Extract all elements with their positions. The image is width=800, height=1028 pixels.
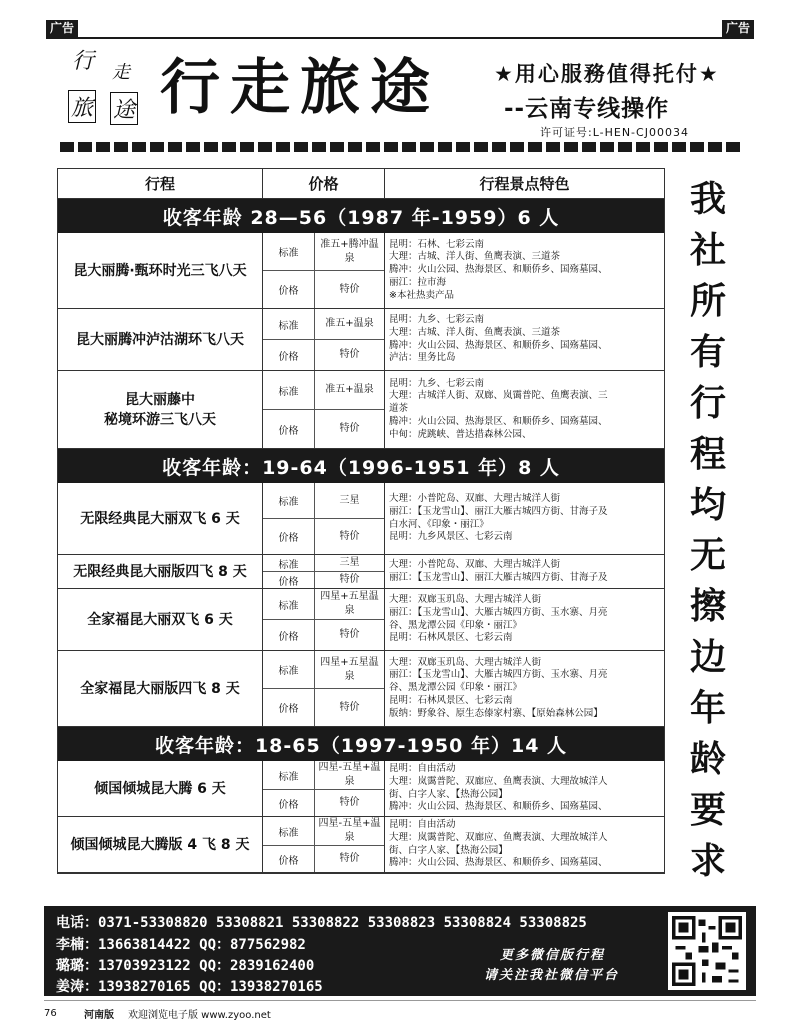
contact-person: 璐璐：13703923122 QQ：2839162400	[56, 958, 315, 974]
price-value: 特价	[339, 629, 360, 640]
feature-line: 丽江：【玉龙雪山】、大雁古城四方街、玉水寨、月亮	[389, 669, 608, 681]
price-value: 四星+五星温泉	[320, 591, 379, 616]
table-header	[58, 169, 664, 199]
price-value: 特价	[339, 797, 360, 808]
feature-line: 昆明：九乡风景区、七彩云南	[389, 531, 513, 543]
table-row[interactable]	[58, 371, 664, 449]
banner-char: 边	[689, 637, 726, 679]
route-features	[385, 555, 664, 588]
price-value: 三星	[339, 494, 360, 506]
route-name	[58, 589, 263, 650]
price-value: 特价	[339, 701, 360, 713]
table-row[interactable]	[58, 233, 664, 309]
price-label: 标准	[263, 555, 315, 571]
price-cell	[263, 555, 385, 588]
price-row	[263, 817, 384, 846]
route-name-line: 昆大丽腾·甄环时光三飞八天	[73, 262, 247, 279]
price-label: 标准	[263, 589, 315, 619]
feature-line: 大理：小普陀岛、双廊、大理古城洋人街	[389, 558, 561, 570]
feature-line: 腾冲：火山公园、热海景区、和顺侨乡、国殇墓园、	[389, 857, 608, 869]
route-name-line: 昆大丽腾冲泸沽湖环飞八天	[76, 331, 244, 348]
route-name	[58, 483, 263, 554]
contact-person: 姜涛：13938270165 QQ：13938270165	[56, 979, 323, 995]
price-value: 特价	[339, 853, 360, 864]
price-cell	[263, 651, 385, 726]
route-features	[385, 817, 664, 872]
feature-line: 昆明：自由活动	[389, 818, 456, 830]
price-cell	[263, 589, 385, 650]
price-row	[263, 790, 384, 816]
feature-line: 大理：双廊玉玑岛、大理古城洋人街	[389, 593, 542, 605]
price-row	[263, 410, 384, 448]
route-name	[58, 371, 263, 448]
banner-char: 我	[689, 179, 726, 220]
banner-char: 程	[689, 433, 726, 475]
table-row[interactable]	[58, 589, 664, 651]
price-value: 准五+腾冲温泉	[320, 238, 379, 264]
feature-line: 中甸：虎跳峡、普达措森林公园、	[389, 428, 532, 440]
feature-line: 昆明：石林风景区、七彩云南	[389, 632, 513, 644]
itinerary-table	[57, 168, 665, 874]
price-row	[263, 589, 384, 620]
feature-line: 街、白字人家、【热海公园】	[389, 844, 508, 856]
route-name-line: 昆大丽藤中	[125, 391, 195, 408]
feature-line: 大理：古城、洋人街、鱼鹰表演、三道茶	[389, 251, 561, 263]
price-label: 标准	[263, 309, 315, 339]
price-label: 价格	[263, 271, 315, 308]
price-label: 价格	[263, 410, 315, 448]
header-divider	[60, 142, 740, 152]
banner-char: 无	[689, 535, 726, 577]
page-number: 76	[44, 1008, 57, 1019]
price-cell	[263, 761, 385, 816]
price-value: 特价	[339, 423, 360, 434]
footer	[44, 1006, 756, 1021]
price-label: 标准	[263, 761, 315, 789]
feature-line: 大理：岚霭普陀、双廊应、鱼鹰表演、大理故城洋人	[389, 775, 608, 787]
banner-char: 行	[689, 382, 726, 424]
feature-line: 腾冲：火山公园、热海景区、和顺侨乡、国殇墓园、	[389, 339, 608, 351]
feature-line: 腾冲：火山公园、热海景区、和顺侨乡、国殇墓园、	[389, 801, 608, 813]
price-row	[263, 483, 384, 519]
feature-line: 丽江：拉市海	[389, 276, 447, 288]
subtitle: --云南专线操作	[504, 96, 670, 122]
feature-line: 昆明：九乡、七彩云南	[389, 377, 485, 389]
feature-line: 白水河、《印象・丽江》	[389, 518, 489, 530]
header-price: 价格	[263, 169, 385, 198]
footer-rule	[44, 1000, 756, 1001]
phone-line: 电话：0371-53308820 53308821 53308822 53308823 53308824 53308825	[56, 915, 587, 931]
route-name	[58, 651, 263, 726]
feature-line: 道茶	[389, 403, 409, 415]
feature-line: 昆明：石林风景区、七彩云南	[389, 694, 513, 706]
feature-line: 丽江：【玉龙雪山】、丽江大雁古城四方街、甘海子及	[389, 571, 608, 583]
wechat-promo: 更多微信版行程	[500, 948, 606, 963]
feature-line: 泸沽：里务比岛	[389, 352, 456, 364]
price-row	[263, 519, 384, 554]
feature-line: 丽江：【玉龙雪山】、大雁古城四方街、玉水寨、月亮	[389, 606, 608, 618]
contact-person: 李楠：13663814422 QQ：877562982	[56, 937, 306, 953]
price-label: 标准	[263, 651, 315, 688]
price-value: 特价	[339, 530, 360, 542]
price-label: 标准	[263, 817, 315, 845]
table-row[interactable]	[58, 483, 664, 555]
feature-line: 昆明：九乡、七彩云南	[389, 313, 485, 325]
banner-char: 有	[689, 331, 726, 373]
price-row	[263, 761, 384, 790]
edition-label: 河南版	[84, 1010, 114, 1021]
price-value: 四星-五星+温泉	[318, 818, 381, 843]
price-value: 准五+温泉	[325, 384, 374, 395]
age-section-header: 收客年龄：18-65（1997-1950 年）14 人	[58, 727, 664, 761]
logo-char: 走	[112, 62, 130, 83]
price-row	[263, 846, 384, 872]
feature-line: 谷、黑龙潭公园《印象・丽江》	[389, 682, 523, 694]
price-row	[263, 555, 384, 572]
price-value: 四星+五星温泉	[320, 656, 379, 682]
banner-char: 求	[689, 840, 726, 882]
contact-block	[44, 906, 756, 996]
site-link[interactable]: 欢迎浏览电子版 www.zyoo.net	[128, 1010, 271, 1021]
price-label: 标准	[263, 233, 315, 270]
price-label: 价格	[263, 790, 315, 816]
brand-logo	[64, 44, 152, 124]
logo-char: 途	[110, 92, 138, 125]
brand-title: 行走旅途	[160, 53, 440, 123]
table-row[interactable]	[58, 817, 664, 873]
price-row	[263, 371, 384, 410]
route-features	[385, 761, 664, 816]
feature-line: 腾冲：火山公园、热海景区、和顺侨乡、国殇墓园、	[389, 264, 608, 276]
age-section-header: 收客年龄 28—56（1987 年-1959）6 人	[58, 199, 664, 233]
price-value: 特价	[339, 574, 360, 585]
feature-line: 大理：小普陀岛、双廊、大理古城洋人街	[389, 492, 561, 504]
route-features	[385, 589, 664, 650]
price-cell	[263, 233, 385, 308]
ad-label-right: 广告	[722, 20, 754, 37]
feature-line: 腾冲：火山公园、热海景区、和顺侨乡、国殇墓园、	[389, 415, 608, 427]
route-name	[58, 233, 263, 308]
route-features	[385, 309, 664, 370]
route-features	[385, 483, 664, 554]
route-name-line: 全家福昆大丽版四飞 8 天	[80, 680, 240, 697]
route-name-line: 无限经典昆大丽版四飞 8 天	[73, 563, 247, 580]
price-label: 标准	[263, 371, 315, 409]
license-number: 许可证号:L-HEN-CJ00034	[540, 126, 689, 139]
price-label: 价格	[263, 846, 315, 872]
feature-line: 版纳：野象谷、原生态傣家村寨、【原始森林公园】	[389, 707, 603, 719]
price-label: 价格	[263, 620, 315, 650]
route-name-line: 无限经典昆大丽双飞 6 天	[80, 510, 240, 527]
price-row	[263, 689, 384, 726]
wechat-promo: 请关注我社微信平台	[484, 968, 620, 983]
price-row	[263, 340, 384, 370]
route-features	[385, 371, 664, 448]
age-section-header: 收客年龄：19-64（1996-1951 年）8 人	[58, 449, 664, 483]
ad-label-left: 广告	[46, 20, 78, 37]
table-body	[58, 199, 664, 873]
feature-line: 谷、黑龙潭公园《印象・丽江》	[389, 619, 523, 631]
price-value: 准五+温泉	[325, 318, 374, 329]
age-policy-banner	[670, 176, 746, 880]
price-row	[263, 572, 384, 588]
banner-char: 龄	[689, 739, 726, 781]
slogan: ★用心服務值得托付★	[494, 62, 720, 86]
price-value: 三星	[339, 557, 360, 568]
banner-char: 年	[689, 688, 726, 730]
price-label: 标准	[263, 483, 315, 518]
price-label: 价格	[263, 689, 315, 726]
route-name	[58, 817, 263, 872]
route-name-line: 全家福昆大丽双飞 6 天	[87, 611, 233, 628]
feature-line: 大理：古城、洋人街、鱼鹰表演、三道茶	[389, 326, 561, 338]
table-row[interactable]	[58, 651, 664, 727]
route-name-line: 倾国倾城昆大腾版 4 飞 8 天	[70, 836, 250, 853]
route-name	[58, 555, 263, 588]
price-value: 四星-五星+温泉	[318, 762, 381, 787]
table-row[interactable]	[58, 555, 664, 589]
price-row	[263, 233, 384, 271]
banner-char: 所	[689, 280, 726, 322]
price-cell	[263, 483, 385, 554]
price-row	[263, 651, 384, 689]
feature-line: 大理：古城洋人街、双廊、岚霭普陀、鱼鹰表演、三	[389, 390, 608, 402]
price-cell	[263, 371, 385, 448]
route-name-line: 倾国倾城昆大腾 6 天	[94, 780, 226, 797]
price-label: 价格	[263, 519, 315, 554]
qr-code-icon	[668, 912, 746, 990]
price-row	[263, 271, 384, 308]
price-row	[263, 620, 384, 650]
price-cell	[263, 309, 385, 370]
table-row[interactable]	[58, 309, 664, 371]
banner-char: 要	[689, 790, 726, 832]
route-features	[385, 233, 664, 308]
feature-line: 丽江：【玉龙雪山】、丽江大雁古城四方街、甘海子及	[389, 505, 608, 517]
feature-line: 大理：岚霭普陀、双廊应、鱼鹰表演、大理故城洋人	[389, 831, 608, 843]
feature-line: 街、白字人家、【热海公园】	[389, 788, 508, 800]
logo-char: 旅	[68, 90, 96, 123]
price-value: 特价	[339, 349, 360, 360]
banner-char: 社	[689, 229, 726, 271]
feature-line: 昆明：石林、七彩云南	[389, 238, 485, 250]
feature-line: 大理：双廊玉玑岛、大理古城洋人街	[389, 656, 542, 668]
route-features	[385, 651, 664, 726]
top-rule	[46, 37, 754, 39]
price-label: 价格	[263, 572, 315, 588]
route-name-line: 秘境环游三飞八天	[104, 411, 216, 428]
banner-char: 擦	[689, 586, 726, 628]
feature-line: ※本社热卖产品	[389, 289, 454, 301]
logo-char: 行	[72, 49, 95, 74]
price-value: 特价	[339, 283, 360, 295]
table-row[interactable]	[58, 761, 664, 817]
price-label: 价格	[263, 340, 315, 370]
header-route: 行程	[58, 169, 263, 198]
price-cell	[263, 817, 385, 872]
header-features: 行程景点特色	[479, 175, 570, 193]
price-row	[263, 309, 384, 340]
route-name	[58, 309, 263, 370]
feature-line: 昆明：自由活动	[389, 762, 456, 774]
banner-char: 均	[689, 484, 726, 526]
route-name	[58, 761, 263, 816]
